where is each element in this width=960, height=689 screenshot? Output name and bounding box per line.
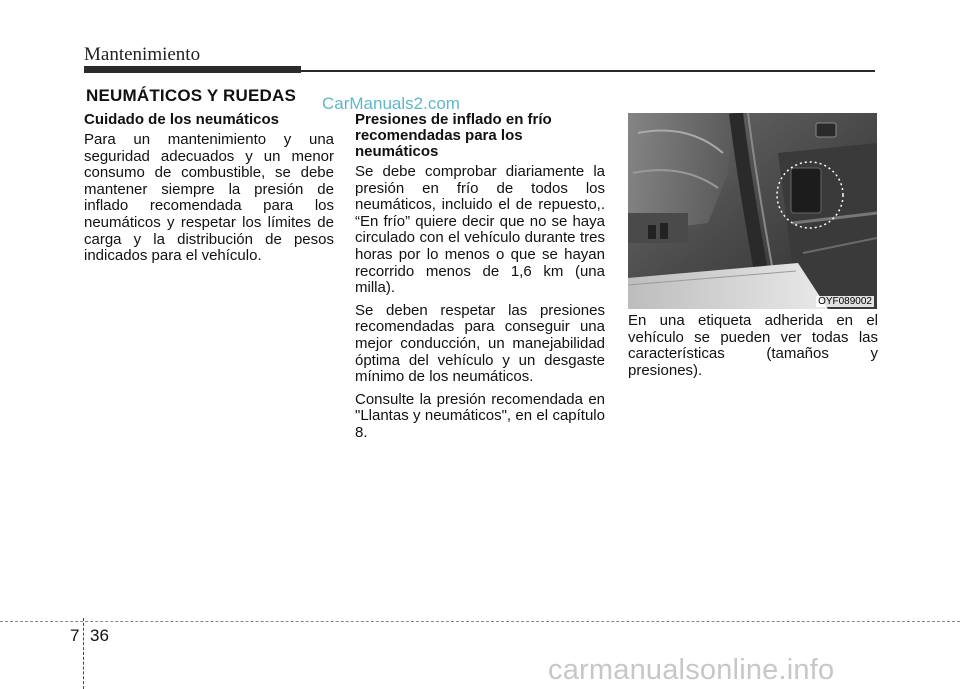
door-jamb-illustration xyxy=(628,113,877,309)
watermark-link[interactable]: CarManuals2.com xyxy=(322,94,460,113)
column-tire-care xyxy=(84,112,334,271)
photo-code: OYF089002 xyxy=(818,296,872,307)
cold-pressure-paragraph-1: Se debe comprobar diariamente la presión en frío de todos los neumáticos, incluido el de repuesto,. “En frío” quiere decir que no se haya circulado con el vehículo durante tres horas por lo menos o que se hayan recorrido menos de 1,6 km (una milla). xyxy=(355,163,605,297)
cold-pressure-heading: Presiones de inflado en frío recomendadas para los neumáticos xyxy=(355,111,552,160)
column-cold-pressure xyxy=(355,112,605,448)
header-rule xyxy=(301,70,875,72)
tire-care-heading: Cuidado de los neumáticos xyxy=(84,111,280,128)
tire-care-paragraph: Para un mantenimiento y una seguridad adecuados y un menor consumo de combustible, se debe mantener siempre la presión de inflado recomendada para los neumáticos y respetar los límites de carga y la distribución de pesos indicados para el vehículo. xyxy=(84,131,334,265)
header-bar xyxy=(84,66,301,73)
watermark-bottom[interactable]: carmanualsonline.info xyxy=(548,654,835,686)
footer-rule xyxy=(0,621,960,622)
chapter-number: 7 xyxy=(70,626,80,645)
section-title: NEUMÁTICOS Y RUEDAS xyxy=(86,86,297,105)
column-label-info xyxy=(628,313,878,385)
door-jamb-photo xyxy=(628,113,877,309)
label-info-paragraph: En una etiqueta adherida en el vehículo se pueden ver todas las características (tamaños y presiones). xyxy=(628,312,878,379)
cold-pressure-paragraph-2: Se deben respetar las presiones recomendadas para conseguir una mejor conducción, un manejabilidad óptima del vehículo y un desgaste mínimo de los neumáticos. xyxy=(355,301,605,386)
page-number: 36 xyxy=(90,626,109,645)
footer-divider xyxy=(83,618,84,689)
cold-pressure-paragraph-3: Consulte la presión recomendada en "Llantas y neumáticos", en el capítulo 8. xyxy=(355,390,605,441)
header-title: Mantenimiento xyxy=(84,44,201,65)
